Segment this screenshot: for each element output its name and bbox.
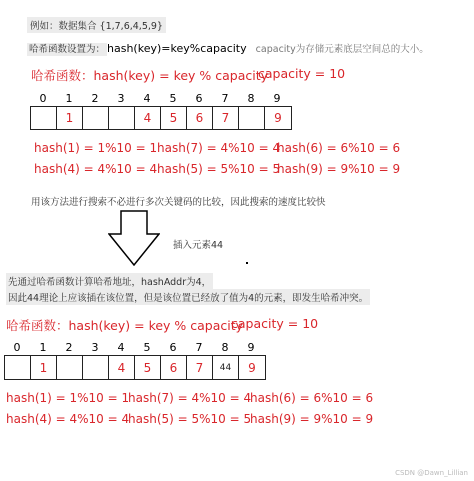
top-index: 4 (143, 92, 151, 105)
bottom-cell (5, 356, 31, 379)
top-cell: 1 (57, 107, 83, 129)
bottom-index: 2 (65, 341, 73, 354)
bottom-hash-eq: hash(5) = 5%10 = 5 (128, 412, 252, 426)
setting-suffix: capacity为存储元素底层空间总的大小。 (255, 44, 429, 55)
top-hash-eq: hash(1) = 1%10 = 1 (34, 141, 158, 155)
top-index: 1 (65, 92, 73, 105)
bottom-cell: 5 (135, 356, 161, 379)
watermark: CSDN @Dawn_Lillian (395, 469, 468, 477)
bottom-index: 8 (221, 341, 229, 354)
down-arrow-icon (108, 210, 160, 266)
top-cell: 9 (274, 111, 282, 125)
bottom-cell: 9 (248, 360, 256, 375)
top-hash-eq: hash(5) = 5%10 = 5 (157, 162, 281, 176)
bottom-hash-eq: hash(6) = 6%10 = 6 (250, 391, 374, 405)
top-hash-eq: hash(6) = 6%10 = 6 (277, 141, 401, 155)
bottom-index: 5 (143, 341, 151, 354)
top-hash-table (30, 106, 292, 130)
collision-line-2: 因此44理论上应该插在该位置，但是该位置已经放了值为4的元素，即发生哈希冲突。 (6, 289, 370, 305)
bottom-hash-table (4, 355, 266, 380)
bottom-hash-eq: hash(9) = 9%10 = 9 (250, 412, 374, 426)
top-cell: 5 (161, 107, 187, 129)
search-note: 用该方法进行搜索不必进行多次关键码的比较，因此搜索的速度比较快 (31, 197, 326, 208)
bottom-cell-collision: 44 (213, 356, 239, 379)
bottom-index: 3 (91, 341, 99, 354)
bottom-cell: 7 (187, 356, 213, 379)
top-index: 7 (221, 92, 229, 105)
example-line: 例如：数据集合 {1,7,6,4,5,9} (27, 17, 166, 33)
setting-formula: hash(key)=key%capacity (107, 42, 247, 55)
top-capacity-label: capacity = 10 (258, 66, 346, 81)
collision-line-1: 先通过哈希函数计算哈希地址，hashAddr为4， (6, 273, 213, 289)
bottom-cell (83, 356, 109, 379)
top-index-row (30, 92, 290, 105)
bottom-index: 6 (169, 341, 177, 354)
bottom-index: 1 (39, 341, 47, 354)
top-index: 9 (273, 92, 281, 105)
top-hash-eq: hash(7) = 4%10 = 4 (157, 141, 281, 155)
bottom-capacity-label: capacity = 10 (231, 316, 319, 331)
setting-prefix: 哈希函数设置为： (29, 44, 106, 55)
top-cell (83, 107, 109, 129)
bottom-index-row (4, 341, 264, 354)
bottom-index: 4 (117, 341, 125, 354)
setting-line (27, 41, 429, 55)
bottom-index: 9 (247, 341, 255, 354)
top-cell (31, 107, 57, 129)
top-cell: 7 (213, 107, 239, 129)
bottom-hash-eq: hash(7) = 4%10 = 4 (128, 391, 252, 405)
top-index: 8 (247, 92, 255, 105)
bottom-hash-eq: hash(1) = 1%10 = 1 (6, 391, 130, 405)
bottom-index: 7 (195, 341, 203, 354)
bottom-hash-eq: hash(4) = 4%10 = 4 (6, 412, 130, 426)
insert-label: 插入元素44 (173, 240, 224, 251)
top-hash-function-label: 哈希函数：hash(key) = key % capacity (31, 68, 269, 83)
top-cell (109, 107, 135, 129)
top-index: 3 (117, 92, 125, 105)
top-index: 2 (91, 92, 99, 105)
bottom-index: 0 (13, 341, 21, 354)
top-index: 0 (39, 92, 47, 105)
top-cell (239, 107, 265, 129)
bottom-cell: 4 (109, 356, 135, 379)
top-hash-eq: hash(4) = 4%10 = 4 (34, 162, 158, 176)
dot (246, 262, 248, 264)
bottom-cell (57, 356, 83, 379)
top-cell: 6 (187, 107, 213, 129)
bottom-cell: 1 (31, 356, 57, 379)
top-cell: 4 (135, 107, 161, 129)
bottom-cell: 6 (161, 356, 187, 379)
top-index: 6 (195, 92, 203, 105)
bottom-hash-function-label: 哈希函数：hash(key) = key % capacity (6, 318, 244, 333)
top-hash-eq: hash(9) = 9%10 = 9 (277, 162, 401, 176)
top-index: 5 (169, 92, 177, 105)
